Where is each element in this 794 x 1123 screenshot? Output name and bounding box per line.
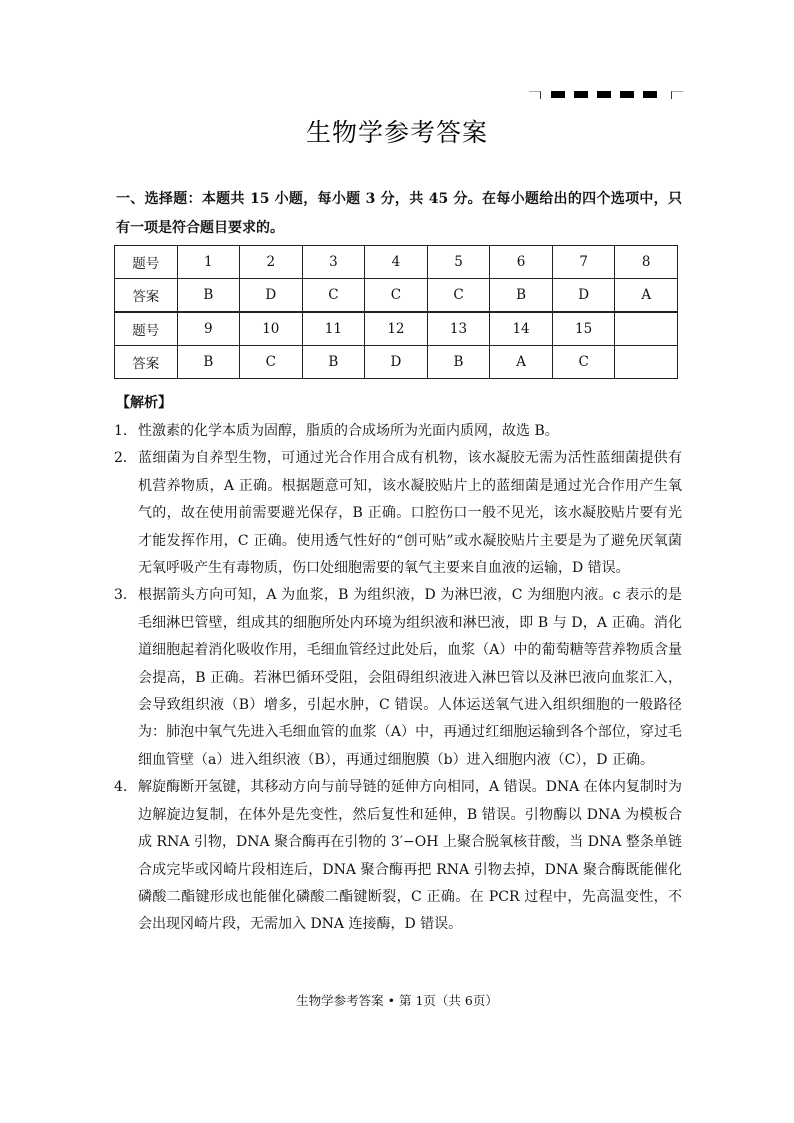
header-registration-marks bbox=[529, 90, 683, 100]
table-row bbox=[115, 279, 678, 313]
analysis-list bbox=[114, 418, 682, 939]
corner-mark-right bbox=[671, 91, 683, 99]
item-number: 4． bbox=[114, 779, 137, 796]
black-mark bbox=[574, 91, 588, 98]
analysis-item bbox=[114, 582, 682, 774]
black-mark bbox=[551, 91, 565, 98]
item-number: 1． bbox=[114, 423, 137, 439]
item-number: 3． bbox=[114, 587, 137, 604]
table-cell: C bbox=[302, 279, 365, 313]
table-cell bbox=[615, 346, 678, 379]
table-cell: D bbox=[365, 346, 428, 379]
table-cell: 13 bbox=[427, 312, 490, 346]
table-cell: 4 bbox=[365, 246, 428, 279]
table-cell: B bbox=[177, 346, 240, 379]
table-cell: C bbox=[240, 346, 303, 379]
table-cell: A bbox=[615, 279, 678, 313]
table-cell: 3 bbox=[302, 246, 365, 279]
item-text: 蓝细菌为自养型生物，可通过光合作用合成有机物，该水凝胶无需为活性蓝细菌提供有机营养物质，A 正确。根据题意可知，该水凝胶贴片上的蓝细菌是通过光合作用产生氧气的，故在使用前需要避光保存，B 正确。口腔伤口一般不见光，该水凝胶贴片要有光才能发挥作用，C 正确。使用透气性好的“创可贴”或水凝胶贴片主要是为了避免厌氧菌无氧呼吸产生有毒物质，伤口处细胞需要的氧气主要来自血液的运输，D 错误。 bbox=[138, 450, 682, 577]
table-cell: 2 bbox=[240, 246, 303, 279]
black-mark bbox=[643, 91, 657, 98]
item-number: 2． bbox=[114, 450, 137, 467]
table-cell: B bbox=[302, 346, 365, 379]
corner-mark-left bbox=[529, 91, 541, 99]
table-cell: 6 bbox=[490, 246, 553, 279]
table-cell: 5 bbox=[427, 246, 490, 279]
item-text: 根据箭头方向可知，A 为血浆，B 为组织液，D 为淋巴液，C 为细胞内液。c 表示的是毛细淋巴管壁，组成其的细胞所处内环境为组织液和淋巴液，即 B 与 D，A 正确。消化道细胞起着消化吸收作用，毛细血管经过此处后，血浆（A）中的葡萄糖等营养物质含量会提高，B 正确。若淋巴循环受阻，会阻碍组织液进入淋巴管以及淋巴液向血浆汇入，会导致组织液（B）增多，引起水肿，C 错误。人体运送氧气进入组织细胞的一般路径为：肺泡中氧气先进入毛细血管的血浆（A）中，再通过红细胞运输到各个部位，穿过毛细血管壁（a）进入组织液（B），再通过细胞膜（b）进入细胞内液（C），D 正确。 bbox=[138, 587, 682, 768]
table-cell: 7 bbox=[552, 246, 615, 279]
table-cell: B bbox=[490, 279, 553, 313]
table-cell: 12 bbox=[365, 312, 428, 346]
row-label: 题号 bbox=[115, 312, 178, 346]
item-text: 性激素的化学本质为固醇，脂质的合成场所为光面内质网，故选 B。 bbox=[138, 423, 559, 439]
table-row bbox=[115, 246, 678, 279]
section-heading: 一、选择题：本题共 15 小题，每小题 3 分，共 45 分。在每小题给出的四个选项中，只有一项是符合题目要求的。 bbox=[116, 191, 682, 236]
table-cell: 11 bbox=[302, 312, 365, 346]
table-cell: 1 bbox=[177, 246, 240, 279]
analysis-item bbox=[114, 774, 682, 938]
page-footer: 生物学参考答案 • 第 1页（共 6页） bbox=[296, 993, 498, 1008]
table-cell: 10 bbox=[240, 312, 303, 346]
table-cell: 9 bbox=[177, 312, 240, 346]
analysis-item bbox=[114, 445, 682, 582]
black-mark bbox=[597, 91, 611, 98]
table-cell: B bbox=[427, 346, 490, 379]
analysis-item bbox=[114, 418, 682, 445]
table-cell: 14 bbox=[490, 312, 553, 346]
analysis-heading: 【解析】 bbox=[116, 395, 172, 411]
item-text: 解旋酶断开氢键，其移动方向与前导链的延伸方向相同，A 错误。DNA 在体内复制时为边解旋边复制，在体外是先变性，然后复性和延伸，B 错误。引物酶以 DNA 为模板合成 RNA 引物，DNA 聚合酶再在引物的 3′−OH 上聚合脱氧核苷酸，当 DNA 整条单链合成完毕或冈崎片段相连后，DNA 聚合酶再把 RNA 引物去掉，DNA 聚合酶既能催化磷酸二酯键形成也能催化磷酸二酯键断裂，C 正确。在 PCR 过程中，先高温变性，不会出现冈崎片段，无需加入 DNA 连接酶，D 错误。 bbox=[138, 779, 682, 933]
table-cell: D bbox=[552, 279, 615, 313]
table-cell: D bbox=[240, 279, 303, 313]
table-cell: 8 bbox=[615, 246, 678, 279]
row-label: 题号 bbox=[115, 246, 178, 279]
page-title: 生物学参考答案 bbox=[305, 118, 488, 147]
table-cell: A bbox=[490, 346, 553, 379]
table-row bbox=[115, 312, 678, 346]
table-cell: C bbox=[427, 279, 490, 313]
table-row bbox=[115, 346, 678, 379]
row-label: 答案 bbox=[115, 279, 178, 313]
table-cell bbox=[615, 312, 678, 346]
answer-table bbox=[114, 245, 678, 379]
table-cell: 15 bbox=[552, 312, 615, 346]
table-cell: C bbox=[365, 279, 428, 313]
row-label: 答案 bbox=[115, 346, 178, 379]
table-cell: C bbox=[552, 346, 615, 379]
black-mark bbox=[620, 91, 634, 98]
table-cell: B bbox=[177, 279, 240, 313]
